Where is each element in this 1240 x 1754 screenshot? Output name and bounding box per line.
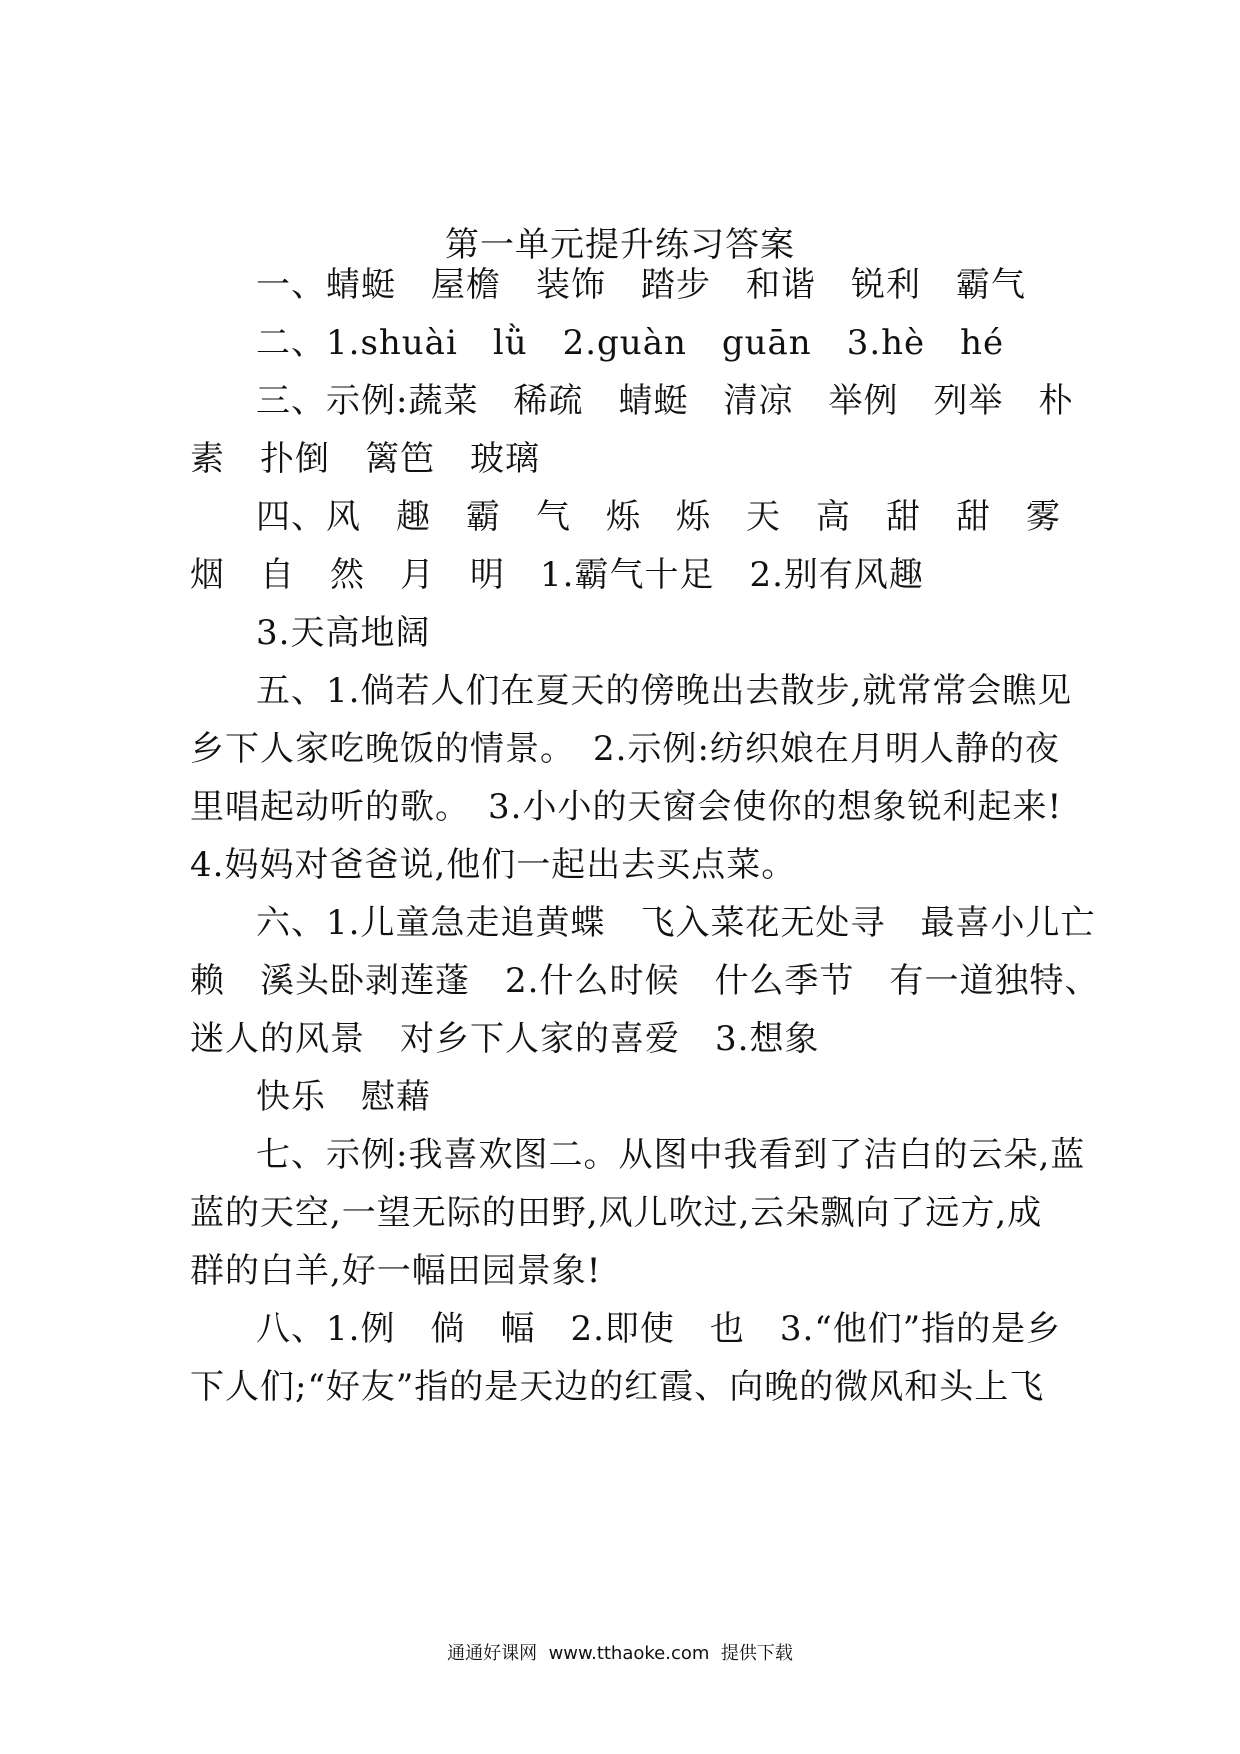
answer-line-11: 4.妈妈对爸爸说,他们一起出去买点菜。 bbox=[190, 845, 797, 885]
answer-line-13: 赖 溪头卧剥莲蓬 2.什么时候 什么季节 有一道独特、 bbox=[190, 961, 1100, 1001]
answer-line-18: 群的白羊,好一幅田园景象! bbox=[190, 1251, 602, 1291]
answer-line-9: 乡下人家吃晚饭的情景。 2.示例:纺织娘在月明人静的夜 bbox=[190, 729, 1060, 769]
answer-line-3: 三、示例:蔬菜 稀疏 蜻蜓 清凉 举例 列举 朴 bbox=[256, 381, 1074, 421]
answer-line-16: 七、示例:我喜欢图二。从图中我看到了洁白的云朵,蓝 bbox=[256, 1135, 1086, 1175]
answer-line-4: 素 扑倒 篱笆 玻璃 bbox=[190, 439, 540, 479]
answer-line-14: 迷人的风景 对乡下人家的喜爱 3.想象 bbox=[190, 1019, 820, 1059]
answer-line-5: 四、风 趣 霸 气 烁 烁 天 高 甜 甜 雾 bbox=[256, 497, 1061, 537]
answer-line-6: 烟 自 然 月 明 1.霸气十足 2.别有风趣 bbox=[190, 555, 924, 595]
answer-line-12: 六、1.儿童急走追黄蝶 飞入菜花无处寻 最喜小儿亡 bbox=[256, 903, 1096, 943]
page-title: 第一单元提升练习答案 bbox=[445, 225, 795, 265]
footer-credit: 通通好课网 www.tthaoke.com 提供下载 bbox=[447, 1643, 793, 1664]
answer-line-8: 五、1.倘若人们在夏天的傍晚出去散步,就常常会瞧见 bbox=[256, 671, 1073, 711]
answer-line-7: 3.天高地阔 bbox=[256, 613, 431, 653]
answer-line-15: 快乐 慰藉 bbox=[256, 1077, 431, 1117]
answer-line-10: 里唱起动听的歌。 3.小小的天窗会使你的想象锐利起来! bbox=[190, 787, 1063, 827]
answer-line-20: 下人们;“好友”指的是天边的红霞、向晚的微风和头上飞 bbox=[190, 1367, 1045, 1407]
answer-line-17: 蓝的天空,一望无际的田野,风儿吹过,云朵飘向了远方,成 bbox=[190, 1193, 1043, 1233]
answer-line-19: 八、1.例 倘 幅 2.即使 也 3.“他们”指的是乡 bbox=[256, 1309, 1062, 1349]
answer-line-1: 一、蜻蜓 屋檐 装饰 踏步 和谐 锐利 霸气 bbox=[256, 265, 1026, 305]
answer-line-2: 二、1.shuài lǜ 2.guàn guān 3.hè hé bbox=[256, 323, 1005, 363]
